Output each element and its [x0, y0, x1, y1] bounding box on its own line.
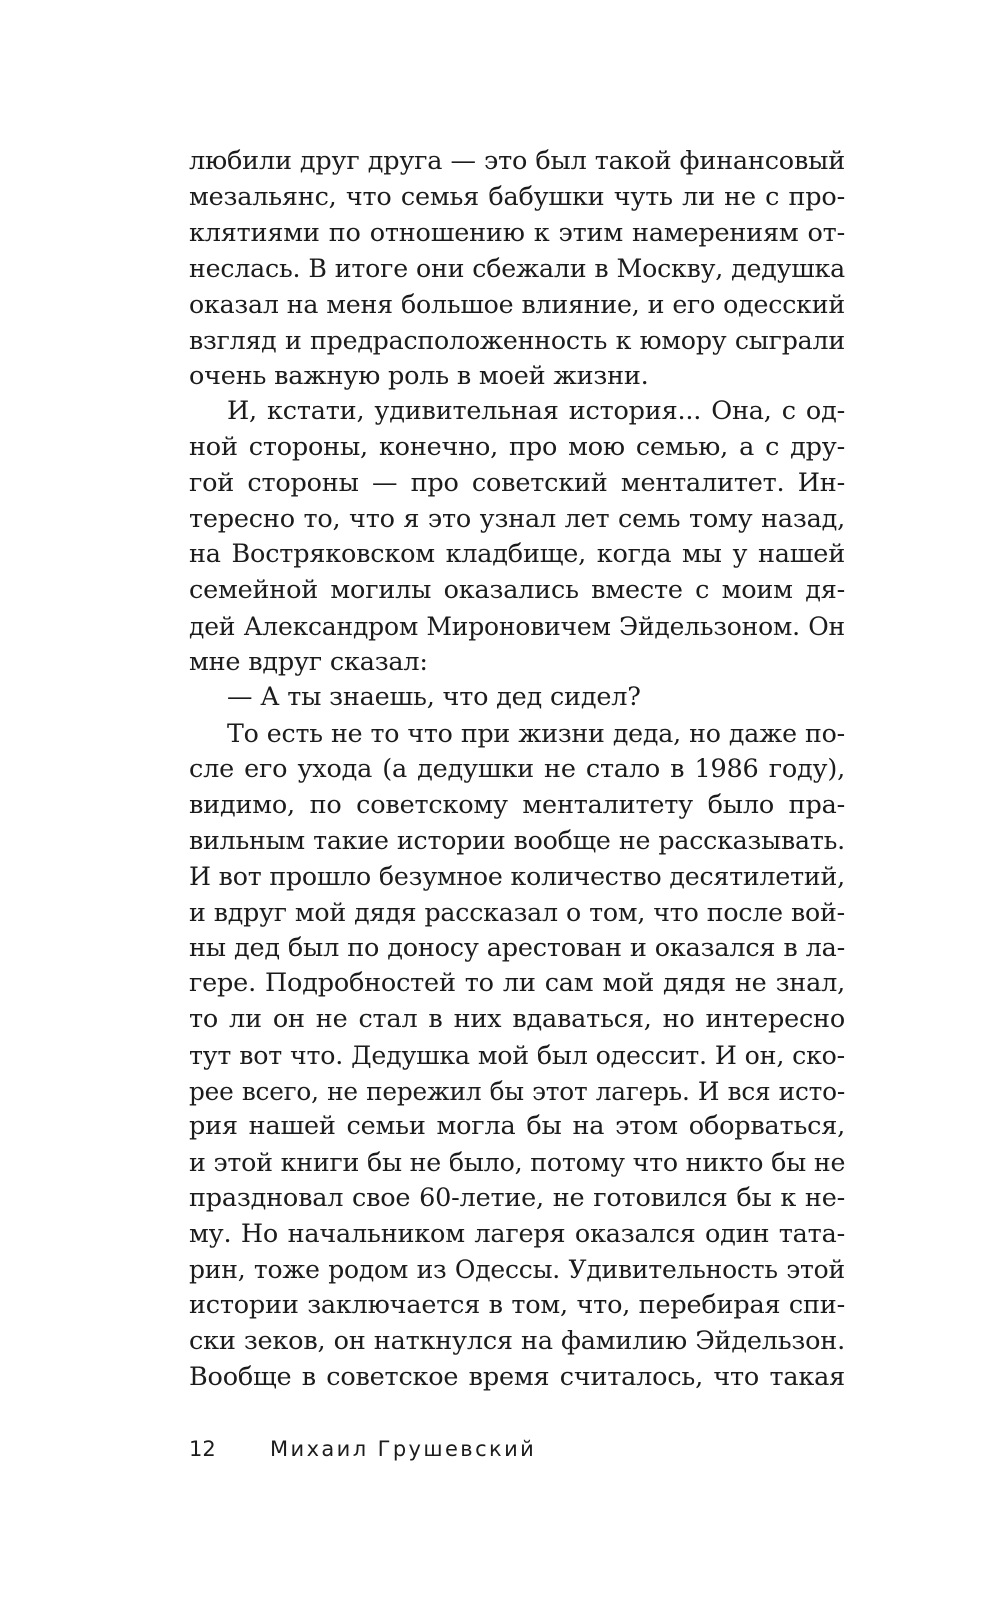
- text-line: вильным такие истории вообще не рассказывать.: [189, 826, 845, 856]
- text-line: тересно то, что я это узнал лет семь тому назад,: [189, 503, 845, 534]
- text-line: И, кстати, удивительная история... Она, с од-: [227, 396, 845, 427]
- text-line: гере. Подробностей то ли сам мой дядя не знал,: [189, 968, 845, 999]
- text-line: клятиями по отношению к этим намерениям от-: [189, 217, 845, 248]
- body-text: [189, 144, 845, 1395]
- text-line: сле его ухода (а дедушки не стало в 1986 году),: [189, 753, 845, 784]
- author-name: Михаил Грушевский: [270, 1437, 537, 1461]
- text-line: — А ты знаешь, что дед сидел?: [227, 682, 641, 713]
- text-line: рее всего, не пережил бы этот лагерь. И вся исто-: [189, 1076, 845, 1106]
- text-line: и этой книги бы не было, потому что никто бы не: [189, 1148, 846, 1177]
- text-line: тут вот что. Дедушка мой был одессит. И он, ско-: [189, 1040, 845, 1070]
- text-line: очень важную роль в моей жизни.: [189, 360, 649, 391]
- text-line: И вот прошло безумное количество десятилетий,: [189, 862, 845, 891]
- text-line: дей Александром Мироновичем Эйдельзоном. Он: [189, 611, 845, 641]
- text-line: оказал на меня большое влияние, и его одесский: [189, 290, 845, 319]
- text-line: ной стороны, конечно, про мою семью, а с дру-: [189, 432, 845, 462]
- text-line: ски зеков, он наткнулся на фамилию Эйдельзон.: [189, 1325, 845, 1356]
- text-line: рин, тоже родом из Одессы. Удивительность этой: [189, 1255, 845, 1285]
- text-line: рия нашей семьи могла бы на этом оборваться,: [189, 1111, 845, 1142]
- text-line: и вдруг мой дядя рассказал о том, что после вой-: [189, 897, 845, 927]
- text-line: любили друг друга — это был такой финансовый: [189, 146, 845, 176]
- text-line: мне вдруг сказал:: [189, 646, 428, 677]
- text-line: Вообще в советское время считалось, что такая: [189, 1361, 845, 1392]
- text-line: на Востряковском кладбище, когда мы у нашей: [189, 539, 845, 570]
- text-line: праздновал свое 60-летие, не готовился бы к не-: [189, 1182, 845, 1213]
- text-line: семейной могилы оказались вместе с моим дя-: [189, 575, 845, 605]
- text-line: истории заключается в том, что, перебирая спи-: [189, 1290, 845, 1320]
- text-line: неслась. В итоге они сбежали в Москву, дедушка: [189, 254, 845, 284]
- text-line: му. Но начальником лагеря оказался один тата-: [189, 1218, 845, 1249]
- page-number: 12: [189, 1437, 216, 1461]
- text-line: ны дед был по доносу арестован и оказался в ла-: [189, 932, 845, 963]
- text-line: то ли он не стал в них вдаваться, но интересно: [189, 1004, 845, 1034]
- text-line: гой стороны — про советский менталитет. Ин-: [189, 467, 845, 498]
- text-line: видимо, по советскому менталитету было пра-: [189, 789, 845, 820]
- text-line: мезальянс, что семья бабушки чуть ли не с про-: [189, 181, 845, 212]
- text-line: взгляд и предрасположенность к юмору сыграли: [189, 325, 845, 355]
- text-line: То есть не то что при жизни деда, но даже по-: [227, 719, 845, 748]
